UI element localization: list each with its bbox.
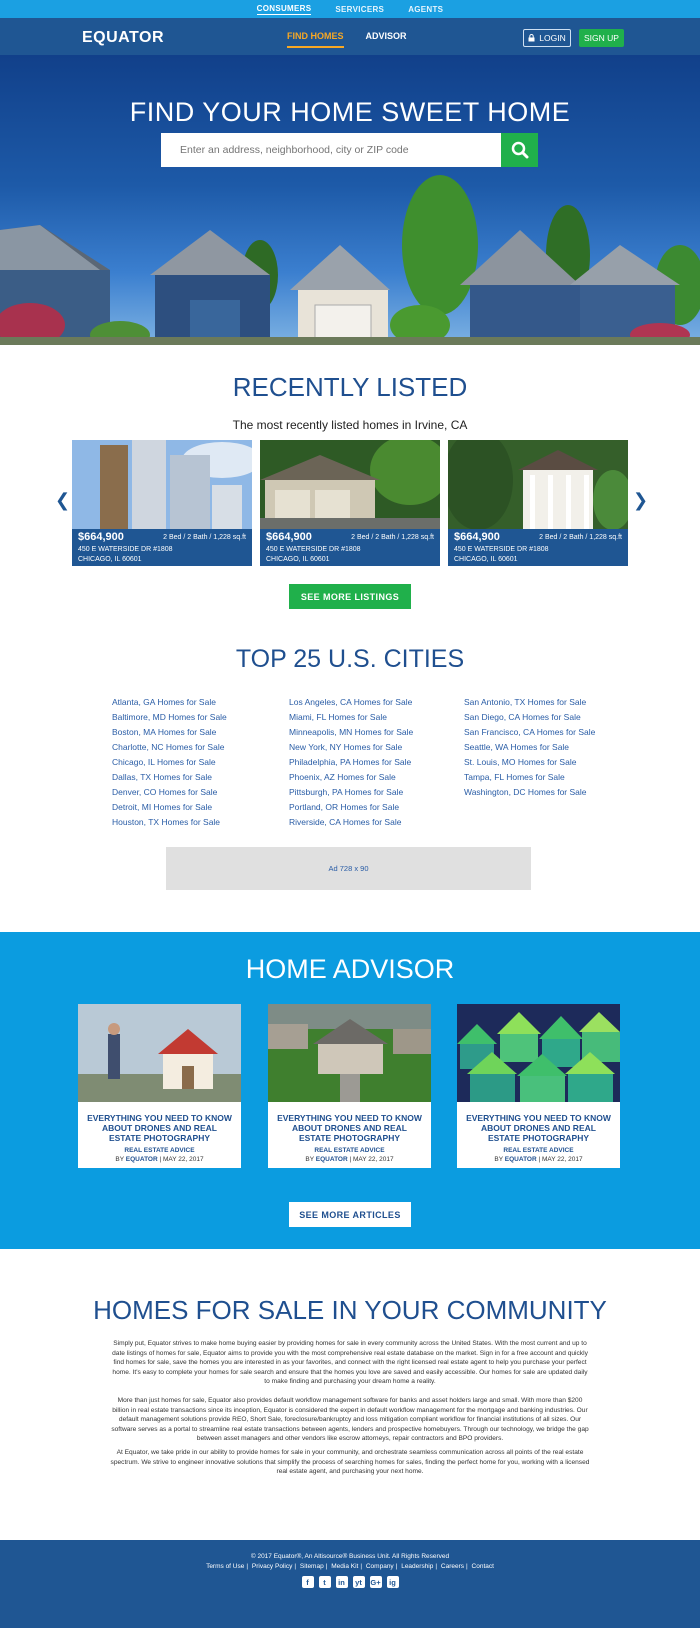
cities-column-3 xyxy=(464,695,595,800)
city-link[interactable]: Baltimore, MD Homes for Sale xyxy=(112,712,227,722)
article-card[interactable] xyxy=(268,1004,431,1168)
listing-card[interactable] xyxy=(72,440,252,566)
neighborhood-image xyxy=(0,175,700,345)
search-input[interactable] xyxy=(161,133,501,167)
article-byline: BY EQUATOR | MAY 22, 2017 xyxy=(494,1156,583,1163)
city-link[interactable]: Riverside, CA Homes for Sale xyxy=(289,817,402,827)
city-link[interactable]: Pittsburgh, PA Homes for Sale xyxy=(289,787,404,797)
recently-listed-title: RECENTLY LISTED xyxy=(232,372,468,402)
city-link[interactable]: Boston, MA Homes for Sale xyxy=(112,727,217,737)
home-advisor-section xyxy=(0,932,700,1249)
city-link[interactable]: Detroit, MI Homes for Sale xyxy=(112,802,213,812)
community-paragraph: At Equator, we take pride in our ability to provide homes for sale in your community, and orchestrate seamless communication across all points of the real estate spectrum. We strive to engineer innovative solutions that simplify the process of searching homes for sales, finding the perfect home for you, working with a licensed real estate agent, and purchasing your next home. xyxy=(110,1449,590,1475)
main-nav xyxy=(0,18,700,55)
listing-specs: 2 Bed / 2 Bath / 1,228 sq.ft xyxy=(539,534,622,541)
city-link[interactable]: Minneapolis, MN Homes for Sale xyxy=(289,727,414,737)
footer-link-leadership[interactable]: Leadership xyxy=(401,1563,434,1570)
home-advisor-title: HOME ADVISOR xyxy=(245,954,455,984)
linkedin-icon[interactable]: in xyxy=(336,1576,348,1588)
city-link[interactable]: Atlanta, GA Homes for Sale xyxy=(112,697,216,707)
article-by: BY xyxy=(115,1156,124,1163)
article-image xyxy=(457,1004,620,1102)
listing-photo xyxy=(448,440,628,529)
social-links xyxy=(0,1576,700,1588)
listing-card[interactable] xyxy=(448,440,628,566)
city-link[interactable]: San Antonio, TX Homes for Sale xyxy=(464,697,587,707)
footer-link-privacy[interactable]: Privacy Policy xyxy=(251,1563,293,1570)
city-link[interactable]: Phoenix, AZ Homes for Sale xyxy=(289,772,396,782)
see-more-articles-button[interactable]: SEE MORE ARTICLES xyxy=(289,1202,411,1227)
login-label: LOGIN xyxy=(539,33,566,43)
article-image xyxy=(268,1004,431,1102)
listing-street: 450 E WATERSIDE DR #1808 xyxy=(454,546,549,553)
article-date: MAY 22, 2017 xyxy=(353,1156,394,1163)
listing-address xyxy=(454,545,549,565)
nav-advisor[interactable]: ADVISOR xyxy=(365,31,407,41)
city-link[interactable]: San Diego, CA Homes for Sale xyxy=(464,712,581,722)
city-link[interactable]: Washington, DC Homes for Sale xyxy=(464,787,587,797)
article-card[interactable] xyxy=(457,1004,620,1168)
city-link[interactable]: Denver, CO Homes for Sale xyxy=(112,787,218,797)
listing-price: $664,900 xyxy=(78,531,124,543)
instagram-icon[interactable]: ig xyxy=(387,1576,399,1588)
footer-links: Terms of Use | Privacy Policy | Sitemap | Media Kit | Company | Leadership | Careers | Contact xyxy=(206,1563,494,1570)
cities-column-1 xyxy=(112,695,227,830)
article-by: BY xyxy=(494,1156,503,1163)
footer-link-sitemap[interactable]: Sitemap xyxy=(299,1563,324,1570)
footer-link-careers[interactable]: Careers xyxy=(440,1563,465,1570)
city-link[interactable]: San Francisco, CA Homes for Sale xyxy=(464,727,596,737)
logo[interactable]: EQUATOR xyxy=(82,29,165,46)
footer-link-media-kit[interactable]: Media Kit xyxy=(331,1563,359,1570)
city-link[interactable]: Tampa, FL Homes for Sale xyxy=(464,772,565,782)
recently-listed-subtitle: The most recently listed homes in Irvine, CA xyxy=(232,418,468,432)
listing-specs: 2 Bed / 2 Bath / 1,228 sq.ft xyxy=(163,534,246,541)
city-link[interactable]: Chicago, IL Homes for Sale xyxy=(112,757,216,767)
see-more-listings-button[interactable]: SEE MORE LISTINGS xyxy=(289,584,411,609)
listing-photo xyxy=(72,440,252,529)
listing-city: CHICAGO, IL 60601 xyxy=(454,556,518,563)
top-cities-title: TOP 25 U.S. CITIES xyxy=(235,645,465,673)
city-link[interactable]: Portland, OR Homes for Sale xyxy=(289,802,400,812)
listing-city: CHICAGO, IL 60601 xyxy=(266,556,330,563)
article-category: REAL ESTATE ADVICE xyxy=(503,1147,574,1154)
hero-title: FIND YOUR HOME SWEET HOME xyxy=(129,97,571,127)
listing-street: 450 E WATERSIDE DR #1808 xyxy=(78,546,173,553)
article-title: EVERYTHING YOU NEED TO KNOW ABOUT DRONES AND REAL ESTATE PHOTOGRAPHY xyxy=(87,1113,232,1143)
city-link[interactable]: Houston, TX Homes for Sale xyxy=(112,817,221,827)
twitter-icon[interactable]: t xyxy=(319,1576,331,1588)
nav-links xyxy=(287,31,407,48)
footer xyxy=(0,1540,700,1628)
audience-bar xyxy=(0,0,700,18)
city-link[interactable]: New York, NY Homes for Sale xyxy=(289,742,403,752)
listing-address xyxy=(78,545,173,565)
article-category: REAL ESTATE ADVICE xyxy=(314,1147,385,1154)
city-link[interactable]: Dallas, TX Homes for Sale xyxy=(112,772,212,782)
facebook-icon[interactable]: f xyxy=(302,1576,314,1588)
article-category: REAL ESTATE ADVICE xyxy=(124,1147,195,1154)
article-title: EVERYTHING YOU NEED TO KNOW ABOUT DRONES AND REAL ESTATE PHOTOGRAPHY xyxy=(277,1113,422,1143)
search-button[interactable] xyxy=(501,133,538,167)
signup-button[interactable]: SIGN UP xyxy=(579,29,624,47)
ad-banner[interactable]: Ad 728 x 90 xyxy=(166,847,531,890)
article-image xyxy=(78,1004,241,1102)
article-author[interactable]: EQUATOR xyxy=(125,1156,158,1163)
city-link[interactable]: Seattle, WA Homes for Sale xyxy=(464,742,570,752)
listing-specs: 2 Bed / 2 Bath / 1,228 sq.ft xyxy=(351,534,434,541)
listing-card[interactable] xyxy=(260,440,440,566)
lock-icon xyxy=(528,34,535,42)
community-title: HOMES FOR SALE IN YOUR COMMUNITY xyxy=(93,1295,607,1325)
google-plus-icon[interactable]: G+ xyxy=(370,1577,381,1587)
hero xyxy=(0,55,700,345)
article-author[interactable]: EQUATOR xyxy=(504,1156,537,1163)
city-link[interactable]: Los Angeles, CA Homes for Sale xyxy=(289,697,413,707)
cities-column-2 xyxy=(289,695,413,830)
listing-address xyxy=(266,545,361,565)
article-byline: BY EQUATOR | MAY 22, 2017 xyxy=(305,1156,394,1163)
article-card[interactable] xyxy=(78,1004,241,1168)
community-paragraph: More than just homes for sale, Equator also provides default workflow management software for banks and asset holders large and small. With more than $200 billion in real estate transactions since its inception, Equator is considered the expert in default workflow management for the mortgage and banking industries. Our default management solutions provide REO, Short Sale, foreclosure/bankruptcy and loss mitigation compliant workflow for financial institutions of all sizes. Our software serves as a portal to streamline real estate transactions between agents, lenders and prospective homebuyers. Through our technology, we bridge the gap between asset managers and other vendors like escrow attorneys, repair contractors and BPO providers. xyxy=(111,1397,589,1442)
copyright: © 2017 Equator®, An Altisource® Business Unit. All Rights Reserved xyxy=(250,1553,450,1560)
city-link[interactable]: Charlotte, NC Homes for Sale xyxy=(112,742,225,752)
listing-price: $664,900 xyxy=(454,531,500,543)
listing-price: $664,900 xyxy=(266,531,312,543)
community-paragraph: Simply put, Equator strives to make home buying easier by providing homes for sale in every community across the United States. With the most current and up to date listings of homes for sale, Equator aims to provide you with the most comprehensive real estate database on the market. Sign in for a free account and quickly find homes for sale, save the homes you are interested in as your favorites, and connect with the right licensed real estate agent to help you purchase your perfect home. It's easy to complete your homes for sale search and ensure that the homes you love are saved and easily accessible. Our homes for sale are updated daily to make finding and purchasing your dream home a reality. xyxy=(112,1340,588,1385)
footer-link-contact[interactable]: Contact xyxy=(471,1563,494,1570)
city-link[interactable]: St. Louis, MO Homes for Sale xyxy=(464,757,577,767)
audience-servicers[interactable]: SERVICERS xyxy=(335,4,385,14)
listing-street: 450 E WATERSIDE DR #1808 xyxy=(266,546,361,553)
listing-city: CHICAGO, IL 60601 xyxy=(78,556,142,563)
article-title: EVERYTHING YOU NEED TO KNOW ABOUT DRONES AND REAL ESTATE PHOTOGRAPHY xyxy=(466,1113,611,1143)
listing-photo xyxy=(260,440,440,529)
article-date: MAY 22, 2017 xyxy=(163,1156,204,1163)
carousel-next-icon[interactable]: ❯ xyxy=(633,490,649,510)
footer-link-company[interactable]: Company xyxy=(365,1563,394,1570)
footer-link-terms[interactable]: Terms of Use xyxy=(206,1563,245,1570)
article-byline: BY EQUATOR | MAY 22, 2017 xyxy=(115,1156,204,1163)
article-by: BY xyxy=(305,1156,314,1163)
nav-find-homes[interactable]: FIND HOMES xyxy=(287,31,344,48)
city-link[interactable]: Philadelphia, PA Homes for Sale xyxy=(289,757,412,767)
audience-agents[interactable]: AGENTS xyxy=(408,4,444,14)
search-icon xyxy=(511,141,529,159)
carousel-prev-icon[interactable]: ❮ xyxy=(55,490,71,510)
audience-consumers[interactable]: CONSUMERS xyxy=(256,3,312,13)
youtube-icon[interactable]: yt xyxy=(353,1576,365,1588)
city-link[interactable]: Miami, FL Homes for Sale xyxy=(289,712,387,722)
login-button[interactable] xyxy=(523,29,571,47)
article-author[interactable]: EQUATOR xyxy=(315,1156,348,1163)
article-date: MAY 22, 2017 xyxy=(542,1156,583,1163)
